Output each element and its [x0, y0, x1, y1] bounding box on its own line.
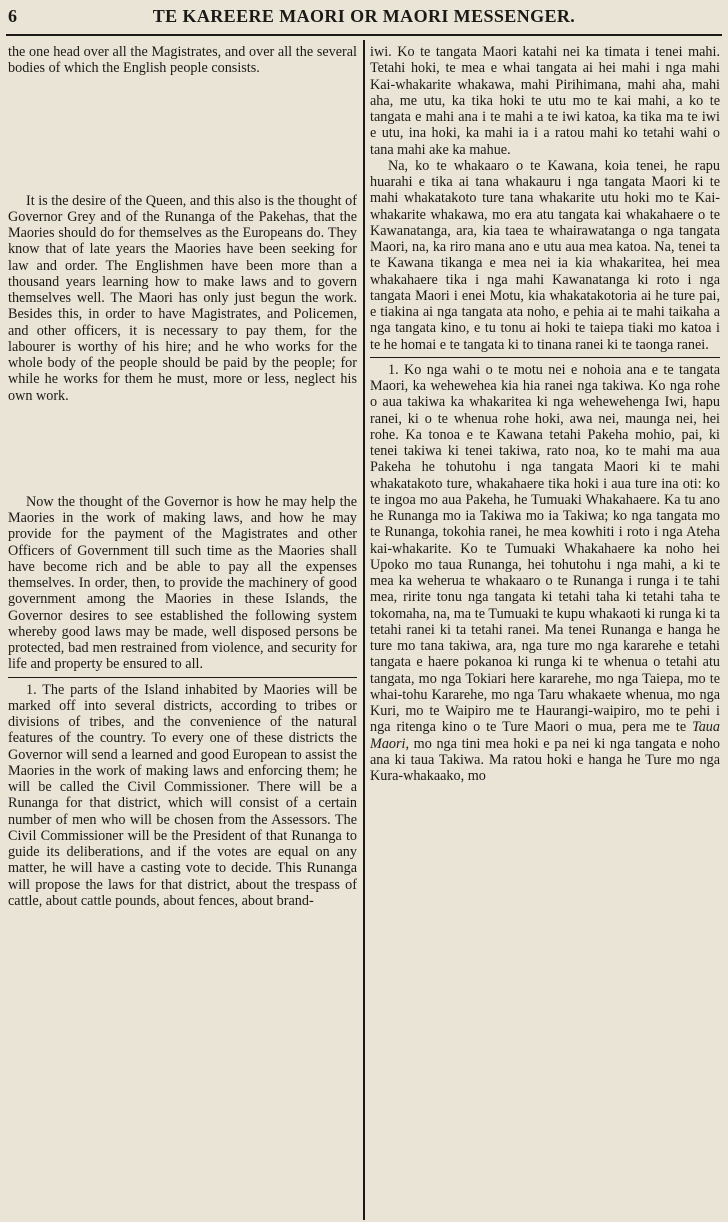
- english-column: [8, 44, 357, 909]
- maori-paragraph-1: iwi. Ko te tangata Maori katahi nei ka timata i tenei mahi. Tetahi hoki, te mea e whai tangata ai hei mahi i nga mahi Kai-whakarite whakawa, mahi Pirihimana, mahi aha, mahi aha, me utu, ka tika hoki te utu mo te kai mahi, a ko te tangata e mahi ana i te mahi a te iwi katoa, ka tika ma te iwi e utu, ina hoki, ka mahi ia i a ratou mahi ko tetahi wahi o tana mahi ake ka mahue.: [370, 44, 720, 158]
- paragraph-rule: [370, 357, 720, 358]
- column-divider: [363, 40, 365, 1220]
- maori-paragraph-2: Na, ko te whakaaro o te Kawana, koia tenei, he rapu huarahi e tika ai tana whakauru i nga tangata Maori ki te mahi whakatakoto ture tana whakarite utu hoki mo te Kai-whakarite whakawa, mo era atu tangata kai whakahaere o te Kawanatanga, ara, kia taea te whairawatanga o nga tangata Maori, na, ka riro mana ano e utu aua mea katoa. Na, tenei ta te Kawana tikanga e mea nei ia kia whakaritea, hei mea whakahaere tika i nga mahi Kawanatanga ki roto i nga tangata Maori i enei Motu, kia whakatakotoria ai he ture pai, e tiakina ai nga tangata ata noho, e pehia ai te mahi taikaha a nga tangata kino, e tu tonu ai hoki te taiepa tiaki mo katoa i te he homai e te tangata ki to tinana ranei ki te taonga ranei.: [370, 157, 720, 353]
- paragraph-rule: [8, 677, 357, 678]
- column-spacer: [8, 77, 357, 193]
- header-rule: [6, 34, 722, 36]
- column-spacer: [8, 404, 357, 494]
- maori-paragraph-3-end: , mo nga tini mea hoki e pa nei ki nga tangata e noho ana ki taua Takiwa. Ma ratou hoki e hanga he Ture mo nga Kura-whakaako, mo: [370, 735, 720, 784]
- maori-paragraph-3-text: 1. Ko nga wahi o te motu nei e nohoia ana e te tangata Maori, ka wehewehea kia hia ranei nga takiwa. Ko nga rohe o aua takiwa ka whakaritea ki nga wehewehenga Iwi, hapu ranei, ki o te whenua rohe hoki, awa nei, maunga nei, hei rohe. Ka tonoa e te Kawana tetahi Pakeha mohio, pai, ki tenei takiwa ki tenei takiwa, rato noa, ko te mahi ma aua Pakeha he tohutohu i nga tangata Maori ki te mahi whakatakoto ture, whakahaere tika hoki i aua ture ina oti: ko te ingoa mo aua Pakeha, he Tumuaki Whakahaere. Ka tu ano he Runanga mo ia Takiwa mo ia Takiwa; ko nga tangata mo te Runanga, tokohia ranei, he mea kowhiti i roto i nga Ateha kai-whakarite. Ko te Tumuaki Whakahaere ka noho hei Upoko mo taua Runanga, hei tohutohu i nga mahi, a ki te mea ka weherua te whakaaro o te Runanga i runga i te tahi mea, ririte tonu nga tangata ki tetahi taha ki tetahi taha te tokomaha, na, ma te Tumuaki te kupu whakaoti ki runga ki ta tetahi ranei ki ta tetahi ranei. Ma tenei Runanga e hanga he ture mo tana takiwa, ara, nga ture mo nga kararehe e tetahi tangata e haere pokanoa ki runga ki te whenua o tetahi atu tangata, mo nga Tokiari here kararehe, mo nga Taiepa, mo te whai-tohu Kararehe, mo nga Taru whakaete whenua, mo nga Kuri, mo te Waipiro me te Haurangi-waipiro, mo te pehi i nga ritenga kino o te Ture Maori o mua, pera me te: [370, 361, 720, 736]
- english-paragraph-1: the one head over all the Magistrates, and over all the several bodies of which the English people consists.: [8, 44, 357, 77]
- maori-paragraph-3-italic: Taua Maori: [370, 719, 720, 752]
- page-header: [0, 4, 728, 30]
- newspaper-title: TE KAREERE MAORI OR MAORI MESSENGER.: [152, 6, 576, 26]
- english-paragraph-4: 1. The parts of the Island inhabited by Maories will be marked off into several districts, according to tribes or divisions of tribes, and the convenience of the natural features of the country. To every one of these districts the Governor will send a learned and good European to assist the Maories in the work of making laws and enforcing them; he will be called the Civil Commissioner. There will be a Runanga for that district, which will consist of a certain number of men who will be chosen from the Assessors. The Civil Commissioner will be the President of that Runanga to guide its deliberations, and if the votes are equal on any matter, he will have a casting vote to decide. This Runanga will propose the laws for that district, about the trespass of cattle, about cattle pounds, about fences, about brand-: [8, 681, 357, 909]
- maori-column: [370, 44, 720, 784]
- english-paragraph-3: Now the thought of the Governor is how he may help the Maories in the work of making laws, and how he may provide for the payment of the Magistrates and other Officers of Government till such time as the Maories shall have become rich and be able to pay all the expenses themselves. In order, then, to provide the machinery of good government among the Maories in these Islands, the Governor desires to see established the following system whereby good laws may be made, well disposed persons be protected, bad men restrained from violence, and security for life and property be ensured to all.: [8, 493, 357, 673]
- english-paragraph-2: It is the desire of the Queen, and this also is the thought of Governor Grey and of the Runanga of the Pakehas, that the Maories should do for themselves as the Europeans do. They know that of late years the Maories have been seeking for law and order. The Englishmen have been more than a thousand years learning how to make laws and to govern themselves well. The Maori has only just begun the work. Besides this, in order to have Magistrates, and Policemen, and other officers, it is necessary to pay them, for the labourer is worthy of his hire; and he who works for the whole body of the people should be paid by the people; for while he works for them he must, more or less, neglect his own work.: [8, 192, 357, 404]
- page-number: 6: [8, 6, 17, 26]
- maori-paragraph-3: [370, 362, 720, 785]
